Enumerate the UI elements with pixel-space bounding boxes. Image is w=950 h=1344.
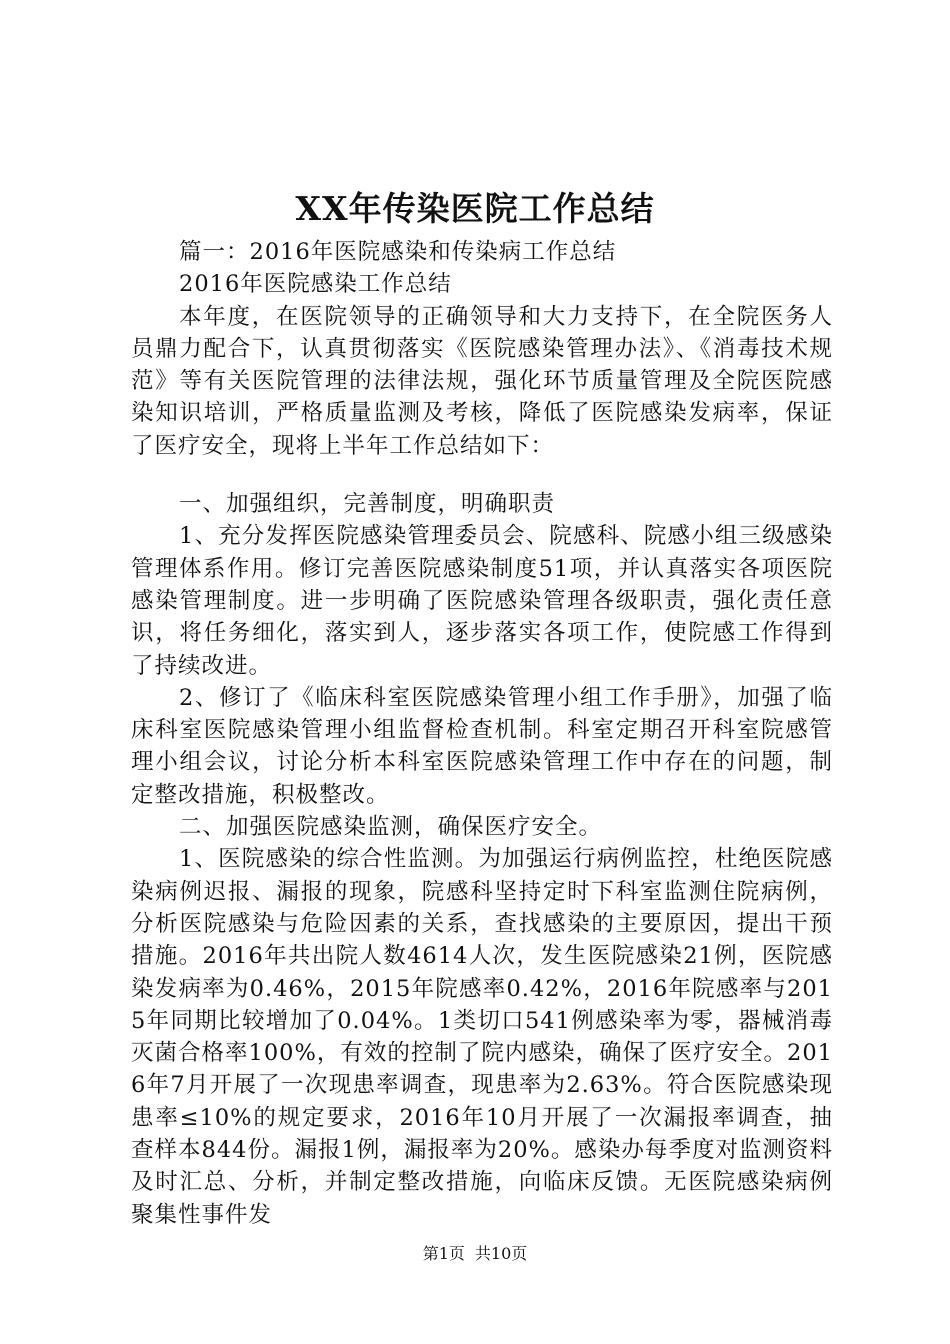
- page-number: 第1页: [422, 1244, 465, 1263]
- section-heading-one: 一、加强组织，完善制度，明确职责: [179, 491, 556, 518]
- paragraph-item-1-2: 2、修订了《临床科室医院感染管理小组工作手册》，加强了临床科室医院感染管理小组监督检查机制。科室定期召开科室院感管理小组会议，讨论分析本科室医院感染管理工作中存在的问题，制定整改措施，积极整改。: [131, 684, 833, 808]
- page-footer: [0, 1243, 950, 1265]
- page-total: 共10页: [474, 1244, 528, 1263]
- paragraph-intro: 本年度，在医院领导的正确领导和大力支持下，在全院医务人员鼎力配合下，认真贯彻落实《医院感染管理办法》、《消毒技术规范》等有关医院管理的法律法规，强化环节质量管理及全院医院感染知识培训，严格质量监测及考核，降低了医院感染发病率，保证了医疗安全，现将上半年工作总结如下：: [131, 303, 833, 459]
- section-heading-two: 二、加强医院感染监测，确保医疗安全。: [179, 814, 603, 841]
- paragraph-subtitle: 2016年医院感染工作总结: [179, 271, 452, 298]
- paragraph-item-2-1: 1、医院感染的综合性监测。为加强运行病例监控，杜绝医院感染病例迟报、漏报的现象，院感科坚持定时下科室监测住院病例，分析医院感染与危险因素的关系，查找感染的主要原因，提出干预措施。2016年共出院人数4614人次，发生医院感染21例，医院感染发病率为0.46%，2015年院感率0.42%，2016年院感率与2015年同期比较增加了0.04%。1类切口541例感染率为零，器械消毒灭菌合格率100%，有效的控制了院内感染，确保了医疗安全。2016年7月开展了一次现患率调查，现患率为2.63%。符合医院感染现患率≤10%的规定要求，2016年10月开展了一次漏报率调查，抽查样本844份。漏报1例，漏报率为20%。感染办每季度对监测资料及时汇总、分析，并制定整改措施，向临床反馈。无医院感染病例聚集性事件发: [131, 846, 833, 1228]
- paragraph-item-1-1: 1、充分发挥医院感染管理委员会、院感科、院感小组三级感染管理体系作用。修订完善医院感染制度51项，并认真落实各项医院感染管理制度。进一步明确了医院感染管理各级职责，强化责任意识，将任务细化，落实到人，逐步落实各项工作，使院感工作得到了持续改进。: [131, 523, 833, 679]
- paragraph-article-heading: 篇一：2016年医院感染和传染病工作总结: [179, 239, 617, 265]
- document-title: XX年传染医院工作总结: [295, 189, 655, 228]
- document-body: [131, 236, 833, 1231]
